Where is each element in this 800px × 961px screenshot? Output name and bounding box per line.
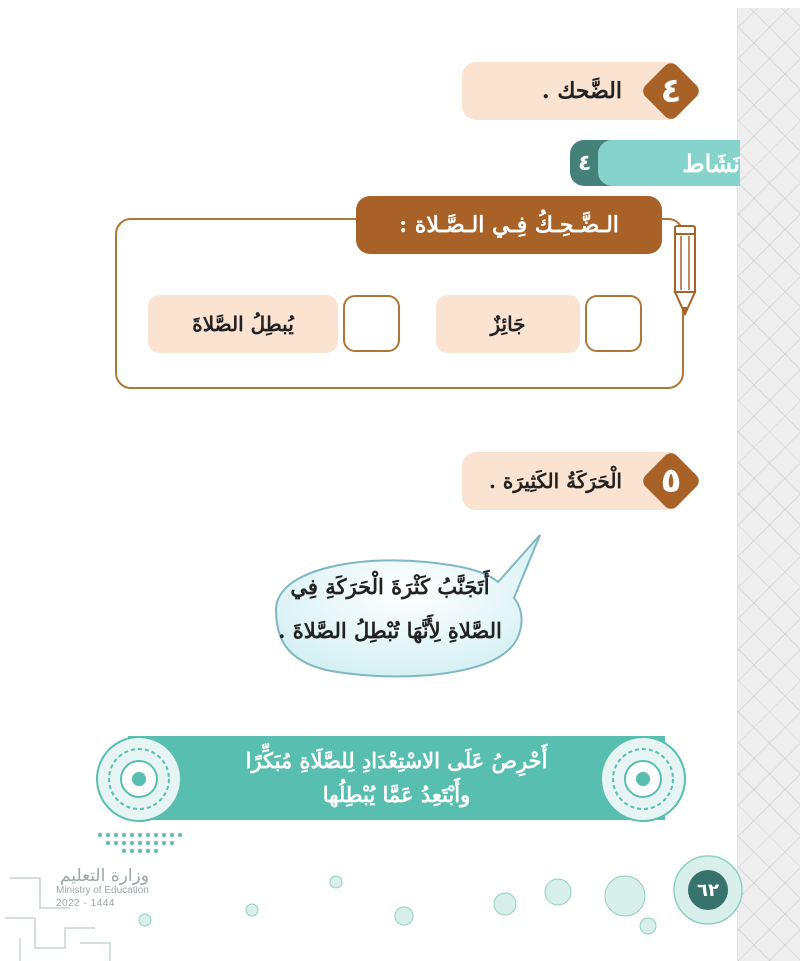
guidance-banner (128, 736, 665, 820)
banner-line-2: وأَبْتَعِدُ عَمَّا يُبْطِلُها (322, 782, 471, 807)
item-4-text: الضَّحك . (542, 78, 622, 104)
banner-line-1: أَحْرِصُ عَلَى الاسْتِعْدَادِ لِلصَّلَاةِ مُبَكِّرًا (245, 748, 548, 773)
ministry-name-arabic: وزارة التعليم (60, 866, 149, 886)
option-invalidates-label: يُبطِلُ الصَّلاةَ (192, 312, 294, 336)
ministry-name-english: Ministry of Education (56, 885, 149, 896)
small-rosette-icon (130, 905, 160, 935)
question-title: الـضَّـحِـكُ فِـي الـصَّـلاة : (356, 196, 662, 254)
pencil-icon (668, 222, 702, 318)
item-5-number-badge (638, 448, 704, 514)
answer-checkbox-allowed[interactable] (585, 295, 642, 352)
item-4-number-badge (638, 58, 704, 124)
speech-bubble-line-1: أَتَجَنَّبُ كَثْرَةَ الْحَرَكَةِ فِي (290, 574, 490, 599)
ministry-logo-icon (95, 830, 195, 860)
option-allowed (436, 295, 580, 353)
activity-label: نَشَاط (682, 148, 740, 178)
page-number: ٦٢ (688, 870, 728, 910)
activity-header (598, 140, 740, 186)
rosette-left-icon (94, 734, 184, 824)
item-5-text: الْحَرَكَةُ الكَثِيرَة . (488, 469, 622, 493)
item-4-number: ٤ (660, 71, 682, 111)
decorative-side-strip (737, 8, 800, 961)
option-invalidates-prayer (148, 295, 338, 353)
activity-number: ٤ (578, 150, 592, 176)
speech-bubble-text (255, 565, 525, 665)
item-5-number: ٥ (660, 461, 682, 501)
speech-bubble-line-2: الصَّلاةِ لِأَنَّهَا تُبْطِلُ الصَّلاةَ . (278, 618, 502, 643)
option-allowed-label: جَائِزٌ (490, 312, 526, 336)
ministry-year: 2022 - 1444 (56, 898, 115, 909)
rosette-right-icon (598, 734, 688, 824)
bottom-decorative-rosettes (240, 860, 670, 940)
answer-checkbox-invalidates[interactable] (343, 295, 400, 352)
